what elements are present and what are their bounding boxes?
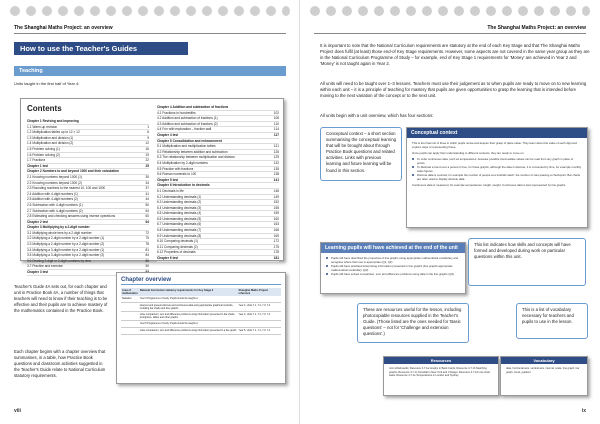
running-head: The Shanghai Maths Project: an overview xyxy=(14,25,113,31)
contents-entry-page: 102 xyxy=(273,110,279,115)
header-rule xyxy=(14,33,286,34)
contents-entry-title: 3.2 Multiplying a 2-digit number by a 2-digit number (1) xyxy=(27,236,105,241)
overview-table-cell: Statistics xyxy=(122,297,132,300)
overview-table-cell xyxy=(238,321,281,327)
overview-table-cell: Year 5, Units 7.1, 7.2, 7.3, 7.4 xyxy=(238,329,271,332)
overview-header-cell: Area of mathematics xyxy=(122,289,138,295)
overview-table-row xyxy=(121,328,281,335)
contents-entry-page: 16 xyxy=(145,146,149,151)
contents-entry-title: 2.8 Estimating and checking answers using inverse operations xyxy=(27,214,116,219)
contents-entry-title: 6.8 Understanding decimals (7) xyxy=(157,228,202,233)
contents-entry-page: 60 xyxy=(145,214,149,219)
callout-vocabulary: This is a list of vocabulary necessary for teachers and pupils to use in the lesson. xyxy=(516,303,588,339)
conceptual-intro: This is the final unit of three in which pupils revise and deepen their grasp of place value. They learn about the value of each digit and explore ways of representing these. xyxy=(412,141,577,149)
contents-entry-title: 2.6 Subtraction with 4-digit numbers (1) xyxy=(27,202,83,207)
overview-table-row xyxy=(121,296,281,303)
contents-entry-title: 3.1 Multiplying whole tens by a 2-digit number xyxy=(27,230,92,235)
callout-learning-list: This list indicates how skills and concepts will have formed and developed during work on particular questions within this unit. xyxy=(468,238,586,286)
contents-entry-page: 72 xyxy=(145,230,149,235)
learning-achieved-body xyxy=(321,253,465,279)
contents-entry-title: 2.4 Addition with 4-digit numbers (1) xyxy=(27,191,78,196)
callout-resources: These are resources useful for the lesson, including photocopiable resources supplied in the Teacher's Guide. (Those listed are the ones needed for 'Basic questions' – not for 'Challenge and extension questions'.) xyxy=(357,303,469,343)
contents-entry-title: Chapter 2 test xyxy=(27,219,49,224)
right-page xyxy=(300,0,600,424)
contents-column-b xyxy=(157,105,279,262)
contents-entry-page: 54 xyxy=(145,208,149,213)
contents-entry-title: 6.6 Understanding decimals (5) xyxy=(157,216,202,221)
chapter-overview-title: Chapter overview xyxy=(121,277,281,285)
contents-entry-title: 6.1 Decimals in life xyxy=(157,188,184,193)
overview-table-row xyxy=(121,321,281,328)
contents-entry-page: 121 xyxy=(273,144,279,149)
contents-entry-page: 110 xyxy=(273,121,279,126)
contents-entry-title: 6.11 Comparing decimals (2) xyxy=(157,244,198,249)
contents-entry-page: 44 xyxy=(145,197,149,202)
contents-entry-page: 126 xyxy=(273,149,279,154)
contents-entry-title: 6.10 Comparing decimals (1) xyxy=(157,239,198,244)
contents-entry-title: Chapter 3 test xyxy=(27,270,49,275)
contents-entry-title: 2.7 Subtraction with 4-digit numbers (2) xyxy=(27,208,83,213)
contents-entry-page: 146 xyxy=(273,188,279,193)
contents-entry-title: Chapter 4 Addition and subtraction of fractions xyxy=(157,105,229,109)
contents-entry-title: 3.4 Multiplying a 3-digit number by a 2-digit number (1) xyxy=(27,247,105,252)
overview-table-cell xyxy=(121,303,139,311)
contents-entry-page: 163 xyxy=(273,222,279,227)
contents-entry-title: 1.4 Multiplication and division (2) xyxy=(27,141,74,146)
contents-entry-page: 50 xyxy=(145,202,149,207)
contents-entry-page: 19 xyxy=(145,152,149,157)
contents-entry-title: 5.6 Roman numerals to 100 xyxy=(157,172,197,177)
conceptual-outro: Continuous data is measured, for example temperatures, height, weight. Continuous data is best represented by line graphs. xyxy=(412,183,567,187)
overview-table-cell xyxy=(121,328,139,334)
header-rule xyxy=(314,33,586,34)
contents-entry-page: 41 xyxy=(145,191,149,196)
contents-entry-title: 2.5 Addition with 4-digit numbers (2) xyxy=(27,197,78,202)
contents-entry-page: 106 xyxy=(273,116,279,121)
contents-entry-page: 117 xyxy=(273,132,279,137)
contents-entry-title: 1.3 Multiplication and division (1) xyxy=(27,135,74,140)
page-number: ix xyxy=(581,408,586,414)
decorative-dots xyxy=(10,6,290,20)
contents-entry-title: Chapter 4 test xyxy=(157,132,179,137)
contents-entry-page: 84 xyxy=(145,253,149,258)
contents-entry-page: 149 xyxy=(273,194,279,199)
overview-table-cell: solve comparison, sum and difference problems using information presented in a line graph xyxy=(139,329,237,332)
vocabulary-body: data, horizontal axis, vertical axis, interval, scale, line graph, bar graph, trend, gradient xyxy=(506,367,580,374)
learning-bullet: Pupils will have practised interpreting information presented in line graphs (line graphs appropriate mathematical vocabulary (Q2) xyxy=(326,264,460,272)
contents-entry-title: 4.1 Fractions in hundredths xyxy=(157,110,196,115)
contents-entry-title: 5.1 Multiplication and multiplication tables xyxy=(157,144,216,149)
contents-entry-page: 30 xyxy=(145,174,149,179)
contents-entry-title: Chapter 1 test xyxy=(27,163,49,168)
contents-column-a xyxy=(27,119,149,276)
contents-row xyxy=(157,256,279,262)
contents-entry-page: 75 xyxy=(145,236,149,241)
contents-entry-page: 78 xyxy=(145,242,149,247)
overview-table-cell xyxy=(121,321,139,327)
contents-entry-page: 155 xyxy=(273,205,279,210)
chapter-overview-paragraph: Each chapter begins with a chapter overview that summarises, in a table, how Practice Book questions and classroom activities suggested in the Teacher's Guide relate to National Curriculum statutory requirements. xyxy=(14,349,106,379)
contents-entry-page: 135 xyxy=(273,166,279,171)
chapter-overview-image xyxy=(116,272,286,384)
contents-entry-title: Chapter 5 Consolidation and enhancement xyxy=(157,138,222,143)
teachers-guide-paragraph: Teacher's Guide 4A sets out, for each chapter and unit in Practice Book 4A, a number of things that teachers will need to know if their teaching is to be effective and their pupils are to achieve mastery of the mathematics contained in the Practice Book. xyxy=(14,284,108,314)
contents-entry-title: 5.5 Practice with fractions xyxy=(157,166,194,171)
overview-table-cell: Year 5 Programme of study: Pupils should be taught to: xyxy=(139,322,199,325)
contents-entry-page: 34 xyxy=(145,180,149,185)
resources-card xyxy=(383,356,499,396)
overview-table-body xyxy=(121,296,281,335)
contents-entry-page: 132 xyxy=(273,160,279,165)
running-head: The Shanghai Maths Project: an overview xyxy=(487,25,586,31)
contents-entry-title: 6.3 Understanding decimals (2) xyxy=(157,200,202,205)
contents-heading: Contents xyxy=(27,104,62,113)
learning-bullet: Pupils will have solved comparison, sum and difference problems using data in the line graphs (Q3) xyxy=(326,272,460,276)
contents-entry-title: 6.5 Understanding decimals (4) xyxy=(157,211,202,216)
resources-header: Resources xyxy=(384,357,498,364)
contents-entry-title: 2.2 Knowing numbers beyond 1000 (2) xyxy=(27,180,82,185)
contents-entry-title: 1.6 Problem solving (2) xyxy=(27,152,60,157)
contents-entry-title: 5.2 Relationship between addition and subtraction xyxy=(157,149,228,154)
contents-entry-title: 4.3 Addition and subtraction of fractions (2) xyxy=(157,121,218,126)
contents-entry-page: 12 xyxy=(145,141,149,146)
vocabulary-header: Vocabulary xyxy=(501,357,587,364)
contents-entry-page: 129 xyxy=(273,155,279,160)
unit-overview-paragraph: All units begin with a unit overview, which has four sections: xyxy=(320,113,434,118)
conceptual-bullet: Discrete data is counted, for example the number of people at a football match; the number of cars passing a checkpoint. Bar charts are often used to display discrete data. xyxy=(412,173,582,181)
contents-entry-page: 160 xyxy=(273,216,279,221)
page-title: How to use the Teacher's Guides xyxy=(14,42,188,55)
overview-table-cell xyxy=(238,296,281,302)
contents-entry-title: Chapter 2 Numbers to and beyond 1000 and their calculation xyxy=(27,169,119,174)
contents-entry-title: Chapter 6 Introduction to decimals xyxy=(157,183,210,188)
contents-entry-title: 5.3 The relationship between multiplication and division xyxy=(157,155,235,160)
contents-entry-page: 166 xyxy=(273,228,279,233)
learning-bullet: Pupils will have described the properties of line graphs using appropriate mathematical vocabulary and recognise where their use is appropriate (Q1, Q2) xyxy=(326,256,460,264)
contents-entry-page: 6 xyxy=(147,130,149,135)
contents-entry-title: 1.1 Warm-up revision xyxy=(27,124,58,129)
contents-entry-title: 6.2 Understanding decimals (1) xyxy=(157,194,202,199)
learning-achieved-header: Learning pupils will have achieved at the end of the unit xyxy=(321,243,465,253)
contents-page-image xyxy=(20,98,284,275)
resources-body: mini whiteboards; Resource 4.7.1a Graphs in Back Cards; Resource 4.7.1b Matching graphs; Resource 4.7.1c Snowfall in New York and Chicago; Resource 4.7.1d Line chart sales; Resource 4.7.1e Temperatures in London and Sydney xyxy=(389,367,491,378)
contents-entry-title: 6.9 Understanding decimals (8) xyxy=(157,233,202,238)
conceptual-bullet: To order continuous data, such as temperatures, because possible intermediate values can be read from any graph in place of points. xyxy=(412,157,582,165)
overview-table-row xyxy=(121,303,281,312)
contents-entry-title: 4.2 Addition and subtraction of fractions (1) xyxy=(157,116,218,121)
lessons-paragraph: All units will need to be taught over 1–3 lessons. Teachers must use their judgement as to when pupils are ready to move on to new learning within each unit – it is a principle of teaching for mastery that pupils are given opportunities to grasp the learning that is intended before moving to the next variation of the concept or to the next unit. xyxy=(320,81,587,99)
contents-entry-page: 178 xyxy=(273,250,279,255)
conceptual-context-header: Conceptual context xyxy=(407,128,587,138)
contents-entry-page: 114 xyxy=(273,127,279,132)
conceptual-context-body xyxy=(407,138,587,190)
contents-entry-title: 5.4 Multiplication by 2-digit numbers xyxy=(157,160,208,165)
contents-entry-page: 86 xyxy=(145,258,149,263)
contents-entry-title: Chapter 5 test xyxy=(157,177,179,182)
contents-entry-title: 1.7 Fractions xyxy=(27,158,46,163)
contents-entry-title: 3.5 Multiplying a 3-digit number by a 2-digit number (2) xyxy=(27,253,105,258)
contents-entry-page: 141 xyxy=(273,177,279,182)
contents-entry-page: 138 xyxy=(273,172,279,177)
callout-conceptual-context: Conceptual context – a short section summarising the conceptual learning that will be brought about through Practice Book questions and related activities. Links with previous learning and future learning will be found in this section. xyxy=(320,127,402,181)
section-heading-teaching: Teaching xyxy=(14,66,286,76)
contents-entry-page: 1 xyxy=(147,124,149,129)
contents-entry-title: 6.7 Understanding decimals (6) xyxy=(157,222,202,227)
contents-entry-page: 90 xyxy=(145,264,149,269)
contents-entry-page: 37 xyxy=(145,186,149,191)
overview-table-header xyxy=(121,288,281,296)
contents-entry-title: 3.3 Multiplying a 2-digit number by a 2-digit number (2) xyxy=(27,242,105,247)
conceptual-context-card xyxy=(406,127,588,228)
contents-entry-page: 22 xyxy=(145,158,149,163)
contents-entry-page: 64 xyxy=(145,219,149,224)
contents-entry-page: 9 xyxy=(147,135,149,140)
contents-entry-title: 1.2 Multiplication tables up to 12 × 12 xyxy=(27,130,80,135)
learning-achieved-card xyxy=(320,242,466,294)
contents-entry-page: 25 xyxy=(145,163,149,168)
contents-entry-title: 3.7 Practice and exercise xyxy=(27,264,63,269)
contents-entry-title: Chapter 1 Revising and improving xyxy=(27,119,79,123)
overview-table-cell: Year 4, Units 7.1, 7.2, 7.3, 7.4 xyxy=(238,313,271,316)
conceptual-line: Once pupils can apply their understanding to different contexts, they are ready to move on. xyxy=(412,151,525,155)
contents-entry-page: 181 xyxy=(273,256,279,261)
overview-table-cell xyxy=(121,312,139,320)
contents-entry-title: 3.6 Dividing 3-digit or 2-digit numbers by tens xyxy=(27,258,91,263)
conceptual-bullet: To illustrate a trend over a period of time, for these graphs, although the data is discrete, it is connected by time, for example monthly sales figures. xyxy=(412,165,582,173)
contents-entry-title: Chapter 6 test xyxy=(157,256,179,261)
contents-entry-title: 4.4 Fun with exploration – fraction wall xyxy=(157,127,212,132)
overview-table-cell: Year 3 Programme of study: Pupils should be taught to: xyxy=(139,297,199,300)
contents-entry-page: 81 xyxy=(145,247,149,252)
contents-entry-title: 6.12 Properties of decimals xyxy=(157,250,196,255)
overview-table-row xyxy=(121,312,281,321)
contents-entry-page: 159 xyxy=(273,211,279,216)
overview-table-cell: Year 4, Units 7.1, 7.2, 7.3, 7.4 xyxy=(238,304,271,307)
vocabulary-card xyxy=(500,356,588,396)
units-intro: Units taught in the first half of Year 4: xyxy=(14,81,80,86)
page-number: viii xyxy=(14,408,21,414)
contents-entry-title: 2.3 Rounding numbers to the nearest 10, 100 and 1000 xyxy=(27,186,106,191)
contents-entry-page: 169 xyxy=(273,233,279,238)
decorative-dots xyxy=(310,6,590,20)
contents-entry-title: Chapter 3 Multiplying by a 2-digit number xyxy=(27,225,90,230)
contents-entry-title: 6.4 Understanding decimals (3) xyxy=(157,205,202,210)
statutory-paragraph: It is important to note that the National Curriculum requirements are statutory at the end of each Key Stage and that The Shanghai Maths Project does fulfil (at least) those end-of Key Stage requirements. However, some aspects are not covered in the same year group as they are in the National Curriculum Programme of Study – for example, end of Key Stage 1 requirements for 'Money' are achieved in Year 2 and 'Money' is not taught again in Year 2. xyxy=(320,43,590,67)
contents-entry-page: 172 xyxy=(273,239,279,244)
overview-header-cell: Shanghai Maths Project reference xyxy=(238,289,268,295)
contents-entry-page: 152 xyxy=(273,200,279,205)
contents-entry-page: 175 xyxy=(273,244,279,249)
contents-entry-title: 2.1 Knowing numbers beyond 1000 (1) xyxy=(27,174,82,179)
contents-entry-title: 1.5 Problem solving (1) xyxy=(27,146,60,151)
overview-header-cell: National Curriculum statutory requirements for Key Stage 2 xyxy=(139,289,214,292)
overview-table-cell: solve comparison, sum and difference problems using information presented in bar charts, pictograms, tables and other graphs xyxy=(139,313,236,319)
overview-table-cell: interpret and present discrete and continuous data using appropriate graphical methods, including bar charts and time graphs xyxy=(139,304,234,310)
